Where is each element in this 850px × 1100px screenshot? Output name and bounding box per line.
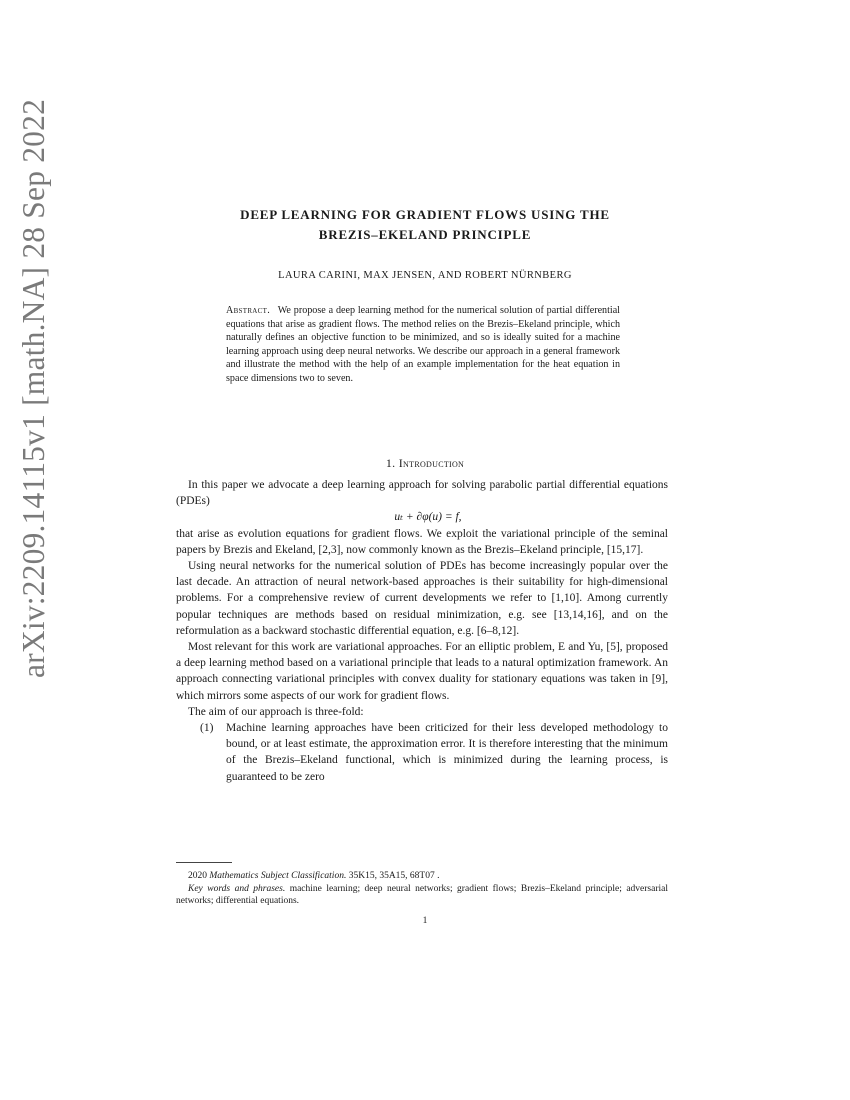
paragraph-5: The aim of our approach is three-fold: xyxy=(188,705,364,718)
paper-title xyxy=(170,205,680,245)
list-item-number: (1) xyxy=(200,722,214,735)
paragraph-2: that arise as evolution equations for gradient flows. We exploit the variational principle of the seminal papers by Brezis and Ekeland, [2,3], now commonly known as the Brezis–Ekeland principle, [15,17]. xyxy=(176,527,668,556)
section-heading xyxy=(170,456,680,471)
page-number: 1 xyxy=(422,916,428,926)
abstract-label: Abstract. xyxy=(226,305,271,316)
abstract-text: We propose a deep learning method for the numerical solution of partial differential equations that arise as gradient flows. The method relies on the Brezis–Ekeland principle, which naturally defines an objective function to be minimized, and so is ideally suited for a machine learning approach using deep neural networks. We describe our approach in a general framework and illustrate the method with the help of an example implementation for the heat equation in space dimensions two to seven. xyxy=(226,305,620,384)
paragraph-3: Using neural networks for the numerical solution of PDEs has become increasingly popular over the last decade. An attraction of neural network-based approaches is their suitability for high-dimensional problems. For a comprehensive review of current developments we refer to [1,10]. Among currently popular techniques are methods based on residual minimization, e.g. see [13,14,16], and on the reformulation as a backward stochastic differential equation, e.g. [6–8,12]. xyxy=(176,560,668,637)
title-line-2: BREZIS–EKELAND PRINCIPLE xyxy=(318,227,532,242)
abstract xyxy=(226,304,620,386)
aims-list xyxy=(176,720,668,785)
msc-label: Mathematics Subject Classification. xyxy=(209,871,347,881)
paragraph-4: Most relevant for this work are variational approaches. For an elliptic problem, E and Yu, [5], proposed a deep learning method based on a variational principle that leads to a natural optimization framework. An approach connecting variational principles with convex duality for stationary equations was taken in [9], which mirrors some aspects of our work for gradient flows. xyxy=(176,641,668,702)
footnotes xyxy=(176,870,668,908)
title-line-1: DEEP LEARNING FOR GRADIENT FLOWS USING THE xyxy=(240,207,610,222)
main-text xyxy=(176,477,668,785)
footnote-rule xyxy=(176,862,232,863)
section-number: 1. xyxy=(385,456,396,470)
list-item-text: Machine learning approaches have been criticized for their less developed methodology to bound, or at least estimate, the approximation error. It is therefore interesting that the minimum of the Brezis–Ekeland functional, which is minimized during the learning process, is guaranteed to be zero xyxy=(226,722,668,783)
msc-codes: 35K15, 35A15, 68T07 . xyxy=(348,871,440,881)
keywords-footnote xyxy=(176,883,668,908)
msc-year: 2020 xyxy=(188,871,207,881)
list-item xyxy=(176,720,668,785)
msc-footnote xyxy=(176,870,668,883)
authors: LAURA CARINI, MAX JENSEN, AND ROBERT NÜRNBERG xyxy=(278,270,572,281)
section-title: Introduction xyxy=(398,456,465,470)
paragraph-1: In this paper we advocate a deep learning approach for solving parabolic partial differential equations (PDEs) xyxy=(176,479,668,508)
keywords-text: machine learning; deep neural networks; gradient flows; Brezis–Ekeland principle; adversarial networks; differential equations. xyxy=(176,883,668,906)
equation: uₜ + ∂φ(u) = f, xyxy=(394,511,462,524)
keywords-label: Key words and phrases. xyxy=(188,883,286,894)
arxiv-stamp: arXiv:2209.14115v1 [math.NA] 28 Sep 2022 xyxy=(16,98,51,678)
